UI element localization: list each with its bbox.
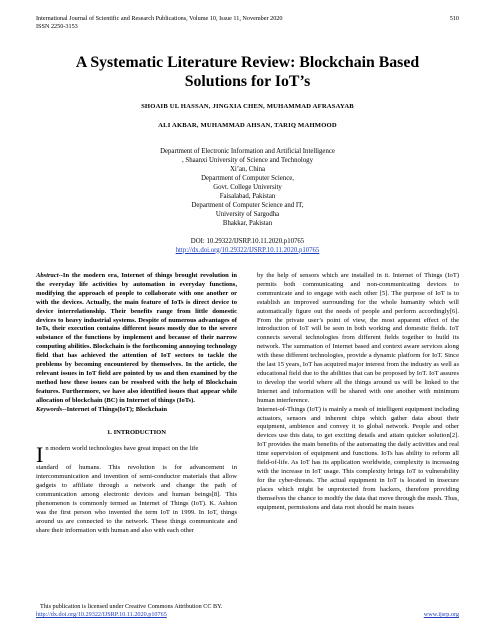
body-paragraph: by the help of sensors which are installed in it. Internet of Things (IoT) permits both communicating and non-communicating devices to communicate and to engage with each other [5]. The purpose of IoT is to establish an improved surrounding for the whole humanity which will automatically figure out the needs of people and perform accordingly[6]. From the private user’s point of view, the most apparent effect of the introduction of IoT will be seen in both working and domestic fields. IoT connects several technologies from different fields together to build its network. The summation of Internet based and context aware services along with these different technologies, provide a dynamic platform for IoT. Since the last 15 years, IoT has acquired major interest from the industry as well as educational field due to the abilities that can be proposed by IoT. IoT assures to develop the world where all the things around us will be linked to the Internet and information will be shared with one another with minimum human interference. — [257, 272, 459, 404]
keywords-text: --Internet of Things(IoT); Blockchain — [62, 405, 168, 413]
footer-doi-link[interactable]: http://dx.doi.org/10.29322/IJSRP.10.11.2020.p10765 — [36, 611, 167, 618]
abstract-text: --In the modern era, Internet of things brought revolution in the everyday life activities by automation in everyday functions, modifying the approach of people to collaborate with one another or with the devices. Actually, the main feature of IoTs is direct device to device interrelationship. Their benefits range from little domestic devices to heavy industrial systems. Despite of numerous advantages of IoTs, their execution contains different issues mostly due to the severe substance of the functions by implement and because of their narrow computing abilities. Blockchain is the forthcoming annoying technology field that has achieved the attention of IoT sectors to tackle the problems by becoming encountered by themselves. In the article, the relevant issues in IoT field are pointed by us and then examined by the method how these issues can be resolved with the help of Blockchain features. Furthermore, we have also identified issues that appear while allocation of blockchain (BC) in Internet of things (IoTs). — [36, 272, 237, 404]
issn: ISSN 2250-3153 — [36, 23, 78, 30]
keywords — [36, 406, 237, 415]
authors-line: ALI AKBAR, MUHAMMAD AHSAN, TARIQ MAHMOOD — [158, 122, 337, 129]
intro-first-line: n modern world technologies have great impact on the life — [45, 445, 199, 453]
doi-text: DOI: 10.29322/IJSRP.10.11.2020.p10765 — [190, 237, 305, 245]
intro-paragraph — [36, 442, 237, 535]
drop-cap: I — [36, 442, 44, 468]
journal-site-link[interactable]: www.ijsrp.org — [423, 611, 459, 618]
paper-title — [40, 53, 455, 91]
affiliation-line: Bhakkar, Pakistan — [222, 219, 273, 227]
page-number: 510 — [449, 15, 459, 22]
journal-name: International Journal of Scientific and Research Publications, Volume 10, Issue 11, November 2020 — [36, 15, 283, 22]
affiliations — [60, 148, 435, 255]
doi-link[interactable]: http://dx.doi.org/10.29322/IJSRP.10.11.2020.p10765 — [175, 246, 320, 254]
author-list — [40, 97, 455, 135]
title-line: A Systematic Literature Review: Blockchain Based — [75, 54, 420, 71]
affiliation-line: Department of Computer Science and IT, — [191, 201, 304, 209]
affiliation-line: Department of Electronic Information and Artificial Intelligence — [160, 148, 335, 155]
body-paragraph: Internet-of-Things (IoT) is mainly a mesh of intelligent equipment including actuators, sensors and inherent chips which gather data about their equipment, ambience and convey it to global network. People and other devices use this data, to get exciting details and attain quicker solution[2]. IoT provides the main benefits of the automating the daily activities and real time supervision of equipment and functions. IoTs has ability to reform all field-of-life. As IoT has its application worldwide, complexity is increasing with the increase in IoT usage. This complexity brings IoT to vulnerability for the cyber-threats. The actual equipment in IoT is located in insecure places which might be unprotected from hackers, therefore providing themselves the chance to modify the data that move through the mesh. Thus, equipment, permissions and data root should be main issues — [257, 405, 459, 511]
running-header — [36, 15, 459, 31]
section-heading: 1. INTRODUCTION — [107, 428, 166, 436]
affiliation-line: Department of Computer Science, — [201, 174, 294, 182]
affiliation-line: Xi’an, China — [229, 165, 266, 173]
left-column — [36, 272, 237, 536]
page-footer — [36, 603, 459, 619]
affiliation-line: Faisalabad, Pakistan — [219, 192, 276, 200]
intro-text: standard of humans. This revolution is for advancement in intercommunication and invention of semi-conductor materials that allow gadgets to affiliate through a network and change the path of communication among electronic devices and human beings[8]. This phenomenon is commonly termed as Internet of Things (IoT). K. Ashton was the first person who invented the term IoT in 1999. In IoT, things around us are connected to the network. These things communicate and share their information with human and also with each other — [36, 464, 237, 534]
affiliation-line: University of Sargodha — [215, 210, 280, 218]
title-line: Solutions for IoT’s — [184, 73, 311, 90]
affiliation-line: Govt. College University — [213, 183, 282, 191]
affiliation-line: , Shaanxi University of Science and Technology — [182, 156, 313, 164]
keywords-label: Keywords — [36, 405, 63, 413]
right-column — [257, 272, 459, 512]
authors-line: SHOAIB UL HASSAN, JINGXIA CHEN, MUHAMMAD AFRASAYAB — [141, 103, 354, 110]
abstract-label: Abstract — [36, 272, 59, 279]
license-text: This publication is licensed under Creative Commons Attribution CC BY. — [40, 603, 223, 610]
abstract — [36, 272, 237, 406]
